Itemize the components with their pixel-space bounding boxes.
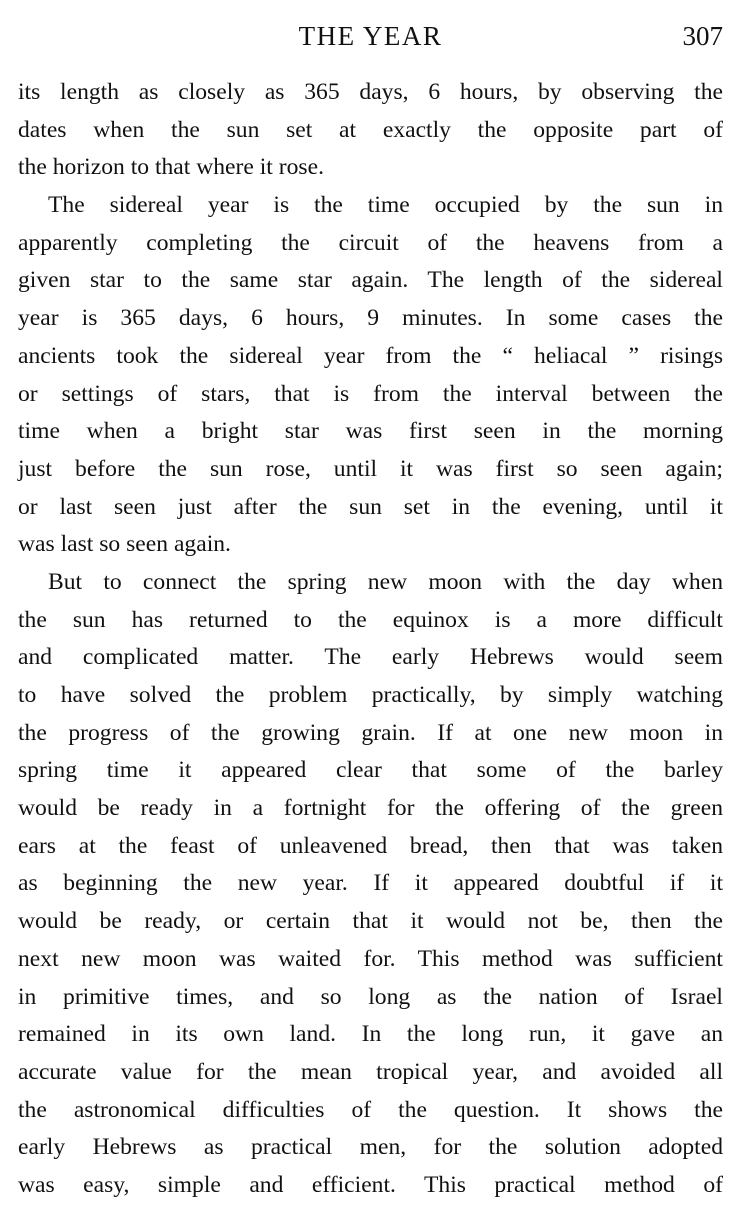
text-line: spring time it appeared clear that some of the barley (18, 757, 723, 784)
text-line: But to connect the spring new moon with the day when (48, 568, 723, 595)
text-line: time when a bright star was first seen in the morning (18, 418, 723, 445)
text-line: remained in its own land. In the long run, it gave an (18, 1021, 723, 1048)
text-line: given star to the same star again. The length of the sidereal (18, 267, 723, 294)
text-line: to have solved the problem practically, by simply watching (18, 682, 723, 708)
text-line: accurate value for the mean tropical year, and avoided all (18, 1058, 723, 1085)
body-text (18, 74, 723, 1205)
text-line: its length as closely as 365 days, 6 hours, by observing the (18, 79, 723, 105)
text-line: The sidereal year is the time occupied by the sun in (48, 192, 723, 219)
text-line: the sun has returned to the equinox is a more difficult (18, 606, 723, 633)
text-line: ears at the feast of unleavened bread, then that was taken (18, 832, 723, 859)
text-line: or last seen just after the sun set in the evening, until it (18, 493, 723, 520)
running-title: THE YEAR (298, 21, 443, 51)
text-line: in primitive times, and so long as the nation of Israel (18, 983, 723, 1010)
text-line: early Hebrews as practical men, for the solution adopted (18, 1134, 723, 1161)
text-line: the horizon to that where it rose. (18, 154, 324, 181)
text-line: as beginning the new year. If it appeared doubtful if it (18, 870, 723, 897)
text-line: dates when the sun set at exactly the opposite part of (18, 116, 723, 143)
text-line: apparently completing the circuit of the heavens from a (18, 229, 723, 256)
text-line: or settings of stars, that is from the interval between the (18, 380, 723, 407)
text-line: the astronomical difficulties of the question. It shows the (18, 1096, 723, 1123)
text-line: ancients took the sidereal year from the “ heliacal ” risings (18, 342, 723, 369)
text-line: would be ready, or certain that it would not be, then the (18, 908, 723, 935)
text-line: just before the sun rose, until it was first so seen again; (18, 455, 723, 482)
text-line: year is 365 days, 6 hours, 9 minutes. In some cases the (18, 305, 723, 332)
page-header (18, 14, 723, 58)
text-line: would be ready in a fortnight for the offering of the green (18, 795, 723, 822)
text-line: and complicated matter. The early Hebrews would seem (18, 644, 723, 671)
page-number: 307 (682, 21, 723, 51)
text-line: next new moon was waited for. This method was sufficient (18, 945, 723, 972)
text-line: was last so seen again. (18, 531, 231, 558)
text-line: the progress of the growing grain. If at one new moon in (18, 719, 723, 746)
text-line: was easy, simple and efficient. This practical method of (18, 1171, 723, 1198)
